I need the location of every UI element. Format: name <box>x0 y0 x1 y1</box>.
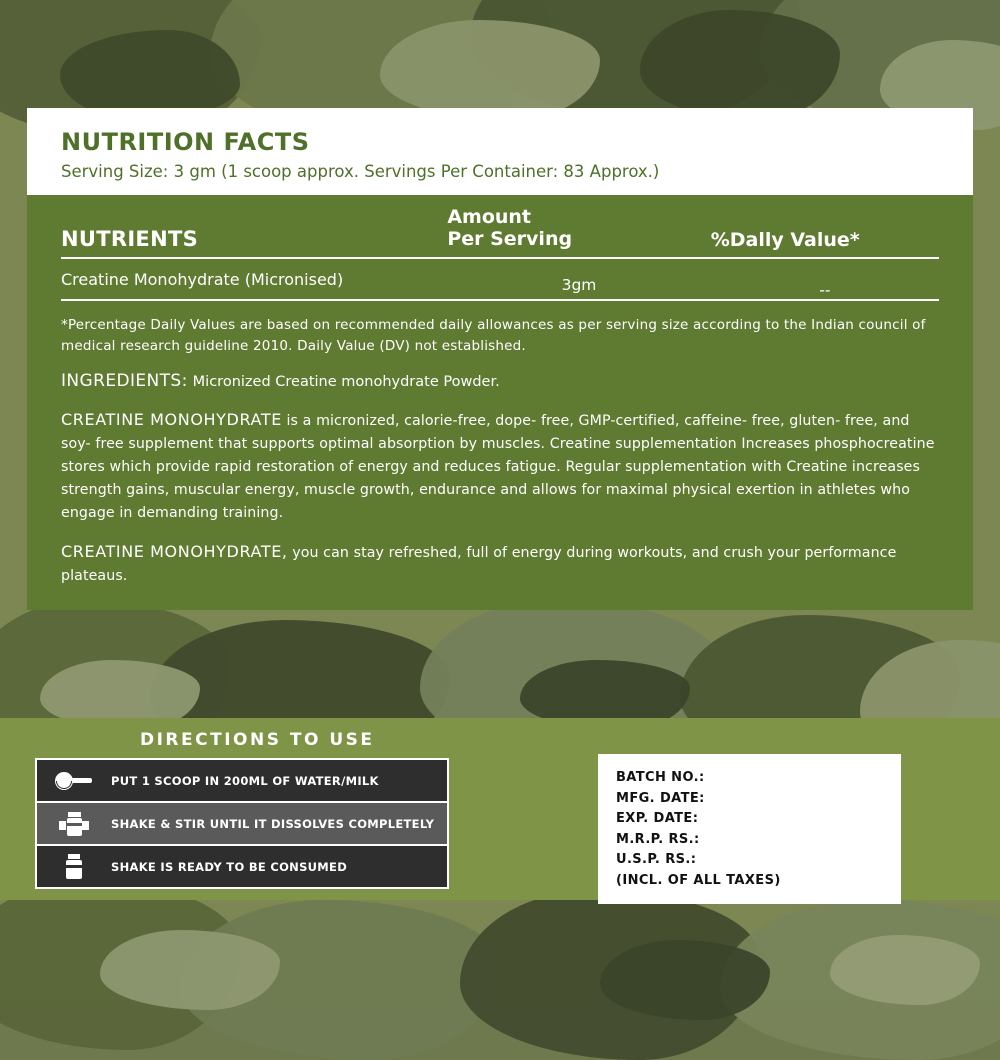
direction-step-1 <box>37 760 447 801</box>
direction-step-1-text: PUT 1 SCOOP IN 200ML OF WATER/MILK <box>111 773 379 788</box>
serving-size-text: Serving Size: 3 gm (1 scoop approx. Servings Per Container: 83 Approx.) <box>61 162 660 181</box>
direction-step-3 <box>37 844 447 887</box>
shaker-icon <box>37 852 111 882</box>
scoop-icon <box>37 769 111 793</box>
nutrition-header <box>27 108 973 195</box>
directions-title: DIRECTIONS TO USE <box>140 730 375 750</box>
batch-no-label: BATCH NO.: <box>616 770 705 785</box>
table-top-rule <box>61 258 939 267</box>
nutrition-label-panel <box>27 108 973 610</box>
taxes-note: (INCL. OF ALL TAXES) <box>616 872 781 888</box>
description-2-heading: CREATINE MONOHYDRATE, <box>61 541 288 561</box>
nutrient-name: Creatine Monohydrate (Micronised) <box>61 269 344 289</box>
ingredients-value: Micronized Creatine monohydrate Powder. <box>192 373 500 390</box>
column-header-amount-line2: Per Serving <box>447 227 573 250</box>
direction-step-3-text: SHAKE IS READY TO BE CONSUMED <box>111 859 348 874</box>
column-header-daily-value: %Dally Value* <box>710 228 860 251</box>
description-2-text: you can stay refreshed, full of energy during workouts, and crush your performance plateaus. <box>61 544 897 584</box>
column-header-amount <box>447 207 710 258</box>
usp-label: U.S.P. RS.: <box>616 852 697 868</box>
table-header-row <box>61 207 939 258</box>
direction-step-2-text: SHAKE & STIR UNTIL IT DISSOLVES COMPLETELY <box>111 816 435 831</box>
nutrient-daily-value: -- <box>819 280 831 299</box>
directions-steps <box>35 758 449 889</box>
description-paragraph-1 <box>61 407 939 525</box>
column-header-nutrients: NUTRIENTS <box>61 226 199 251</box>
daily-value-footnote: *Percentage Daily Values are based on recommended daily allowances as per serving size according to the Indian council of medical research guideline 2010. Daily Value (DV) not established. <box>61 316 926 354</box>
exp-date-label: EXP. DATE: <box>616 811 699 827</box>
ingredients-label: INGREDIENTS: <box>61 370 188 391</box>
description-paragraph-2 <box>61 539 939 588</box>
mrp-label: M.R.P. RS.: <box>616 831 700 847</box>
table-row <box>61 267 939 300</box>
page-title: NUTRITION FACTS <box>61 128 310 156</box>
description-1-heading: CREATINE MONOHYDRATE <box>61 409 282 429</box>
mfg-date-label: MFG. DATE: <box>616 790 705 806</box>
nutrition-facts-table <box>61 207 939 311</box>
direction-step-2 <box>37 801 447 844</box>
batch-details-box <box>598 754 901 904</box>
table-bottom-rule <box>61 300 939 311</box>
column-header-amount-line1: Amount <box>447 206 532 228</box>
shaker-hand-icon <box>37 809 111 839</box>
nutrition-body <box>27 195 973 610</box>
description-1-text: is a micronized, calorie-free, dope- free, GMP-certified, caffeine- free, gluten- free, and soy- free supplement that supports optimal absorption by muscles. Creatine supplementation Increases phosphocreatine stores which provide rapid restoration of energy and reduces fatigue. Regular supplementation with Creatine increases strength gains, muscular energy, muscle growth, endurance and allows for maximal physical exertion in athletes who engage in demanding training. <box>61 412 935 521</box>
directions-band <box>0 718 1000 900</box>
nutrient-amount: 3gm <box>561 275 597 294</box>
ingredients-line <box>61 371 939 391</box>
